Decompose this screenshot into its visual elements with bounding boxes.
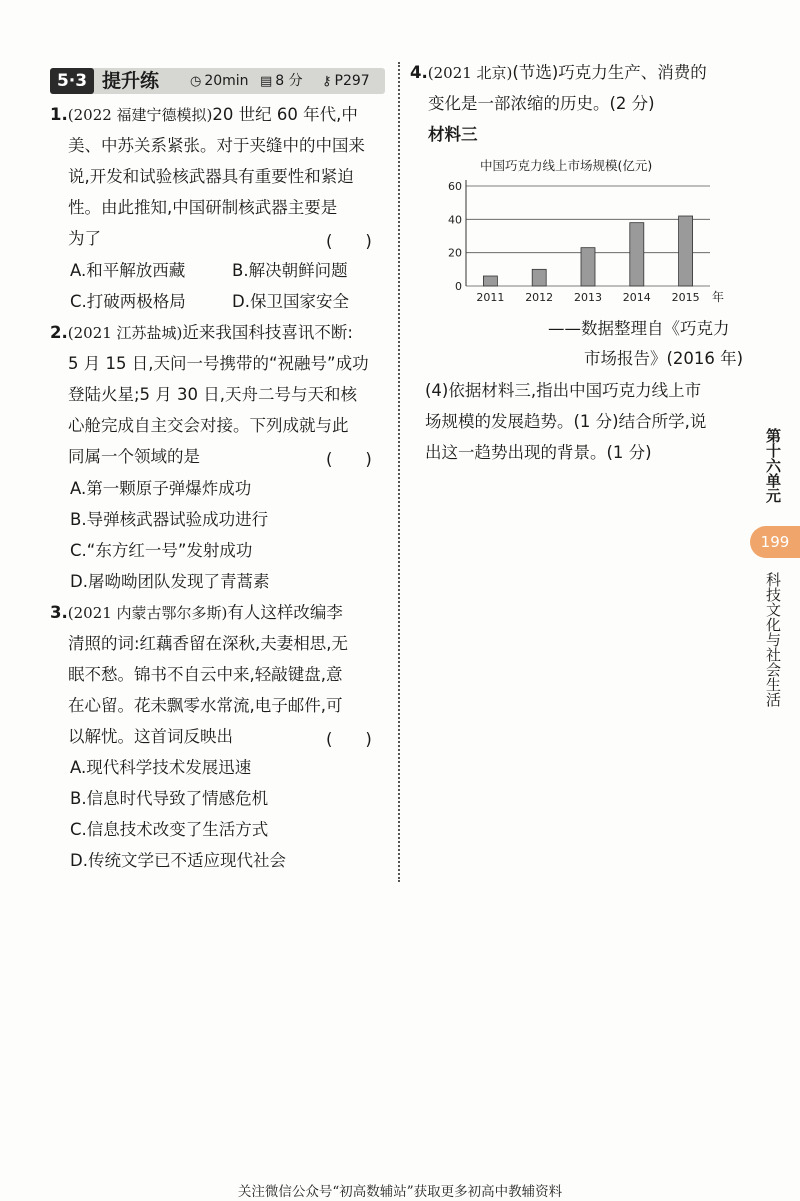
x-unit-label: 年: [712, 290, 725, 304]
time-estimate: [190, 68, 249, 95]
footer-note: 关注微信公众号“初高数辅站”获取更多初高中教辅资料: [237, 1184, 563, 1200]
key-icon: ⚷: [322, 74, 332, 89]
q1-line-1: [50, 104, 358, 126]
q2-line-4: 心舱完成自主交会对接。下列成就与此: [68, 416, 349, 435]
q1-line-2: 美、中苏关系紧张。对于夹缝中的中国来: [68, 136, 365, 155]
q2-option-c[interactable]: C.“东方红一号”发射成功: [70, 541, 253, 560]
q3-line-3: 眠不愁。锦书不自云中来,轻敲键盘,意: [68, 665, 343, 684]
q4-text: (节选)巧克力生产、消费的: [512, 63, 707, 82]
page-ref-text: P297: [334, 73, 370, 89]
x-tick-label: 2014: [622, 291, 651, 304]
y-tick-label: 0: [455, 280, 462, 293]
q2-text: 近来我国科技喜讯不断:: [182, 323, 353, 342]
q2-option-a[interactable]: A.第一颗原子弹爆炸成功: [70, 479, 252, 498]
column-divider: [398, 62, 400, 882]
chart-credit-line-2: 市场报告》(2016 年): [584, 349, 744, 368]
chart-credit-line-1: ——数据整理自《巧克力: [548, 319, 730, 338]
q2-option-d[interactable]: D.屠呦呦团队发现了青蒿素: [70, 572, 270, 591]
q1-line-4: 性。由此推知,中国研制核武器主要是: [68, 198, 338, 217]
q4-sub-line-1: (4)依据材料三,指出中国巧克力线上市: [425, 381, 702, 400]
y-tick-label: 60: [448, 180, 462, 193]
q1-option-d[interactable]: D.保卫国家安全: [232, 292, 349, 311]
section-header: [50, 68, 385, 94]
section-badge: 5·3: [50, 68, 94, 94]
q2-line-3: 登陆火星;5 月 30 日,天舟二号与天和核: [68, 385, 358, 404]
x-tick-label: 2011: [476, 291, 505, 304]
q1-option-a[interactable]: A.和平解放西藏: [70, 261, 186, 280]
q1-option-b[interactable]: B.解决朝鲜问题: [232, 261, 348, 280]
score-text: 8 分: [275, 73, 303, 89]
q4-line-1: [410, 62, 707, 84]
page-number: 199: [750, 526, 800, 558]
market-size-bar-chart: [440, 150, 740, 310]
q4-line-2: 变化是一部浓缩的历史。(2 分): [428, 94, 655, 113]
q4-sub-line-3: 出这一趋势出现的背景。(1 分): [425, 443, 652, 462]
score-estimate: [260, 68, 303, 95]
q3-line-1: [50, 602, 343, 624]
q2-line-2: 5 月 15 日,天问一号携带的“祝融号”成功: [68, 354, 369, 373]
q1-answer-blank[interactable]: ( ): [326, 232, 372, 251]
q3-option-b[interactable]: B.信息时代导致了情感危机: [70, 789, 269, 808]
q2-option-b[interactable]: B.导弹核武器试验成功进行: [70, 510, 269, 529]
unit-label: 第十六单元: [764, 428, 782, 503]
unit-topic: 科技文化与社会生活: [764, 572, 782, 707]
q4-source: (2021 北京): [427, 64, 513, 82]
x-tick-label: 2013: [574, 291, 602, 304]
x-tick-label: 2015: [671, 291, 700, 304]
answer-page-ref: [322, 68, 370, 95]
q1-text: 20 世纪 60 年代,中: [212, 105, 358, 124]
q2-line-1: [50, 322, 353, 344]
clock-icon: ◷: [190, 74, 202, 89]
time-text: 20min: [204, 73, 249, 89]
y-tick-label: 40: [448, 213, 462, 227]
bar: [679, 216, 693, 286]
q3-option-d[interactable]: D.传统文学已不适应现代社会: [70, 851, 286, 870]
material-label: 材料三: [428, 125, 478, 144]
chart-title: 中国巧克力线上市场规模(亿元): [480, 158, 653, 173]
bar: [483, 276, 497, 286]
x-tick-label: 2012: [525, 291, 554, 304]
q2-answer-blank[interactable]: ( ): [326, 450, 372, 469]
q3-number: 3.: [50, 603, 68, 622]
q3-option-c[interactable]: C.信息技术改变了生活方式: [70, 820, 269, 839]
y-tick-label: 20: [448, 246, 462, 260]
q3-option-a[interactable]: A.现代科学技术发展迅速: [70, 758, 252, 777]
q3-answer-blank[interactable]: ( ): [326, 730, 372, 749]
section-title: 提升练: [102, 70, 160, 92]
q1-source: (2022 福建宁德模拟): [67, 106, 213, 124]
q3-line-4: 在心留。花未飘零水常流,电子邮件,可: [68, 696, 343, 715]
bar: [630, 223, 644, 286]
bar: [581, 248, 595, 286]
bar: [532, 269, 546, 286]
q1-line-3: 说,开发和试验核武器具有重要性和紧迫: [68, 167, 354, 186]
q1-option-c[interactable]: C.打破两极格局: [70, 292, 186, 311]
q1-number: 1.: [50, 105, 68, 124]
q2-source: (2021 江苏盐城): [67, 324, 183, 342]
q3-line-2: 清照的词:红藕香留在深秋,夫妻相思,无: [68, 634, 349, 653]
q2-number: 2.: [50, 323, 68, 342]
q2-line-5: 同属一个领域的是: [68, 447, 200, 466]
q3-line-5: 以解忧。这首词反映出: [68, 727, 233, 746]
q1-line-5: 为了: [68, 229, 101, 248]
q4-number: 4.: [410, 63, 428, 82]
sheet-icon: ▤: [260, 74, 273, 89]
q3-source: (2021 内蒙古鄂尔多斯): [67, 604, 228, 622]
q3-text: 有人这样改编李: [227, 603, 343, 622]
q4-sub-line-2: 场规模的发展趋势。(1 分)结合所学,说: [425, 412, 707, 431]
